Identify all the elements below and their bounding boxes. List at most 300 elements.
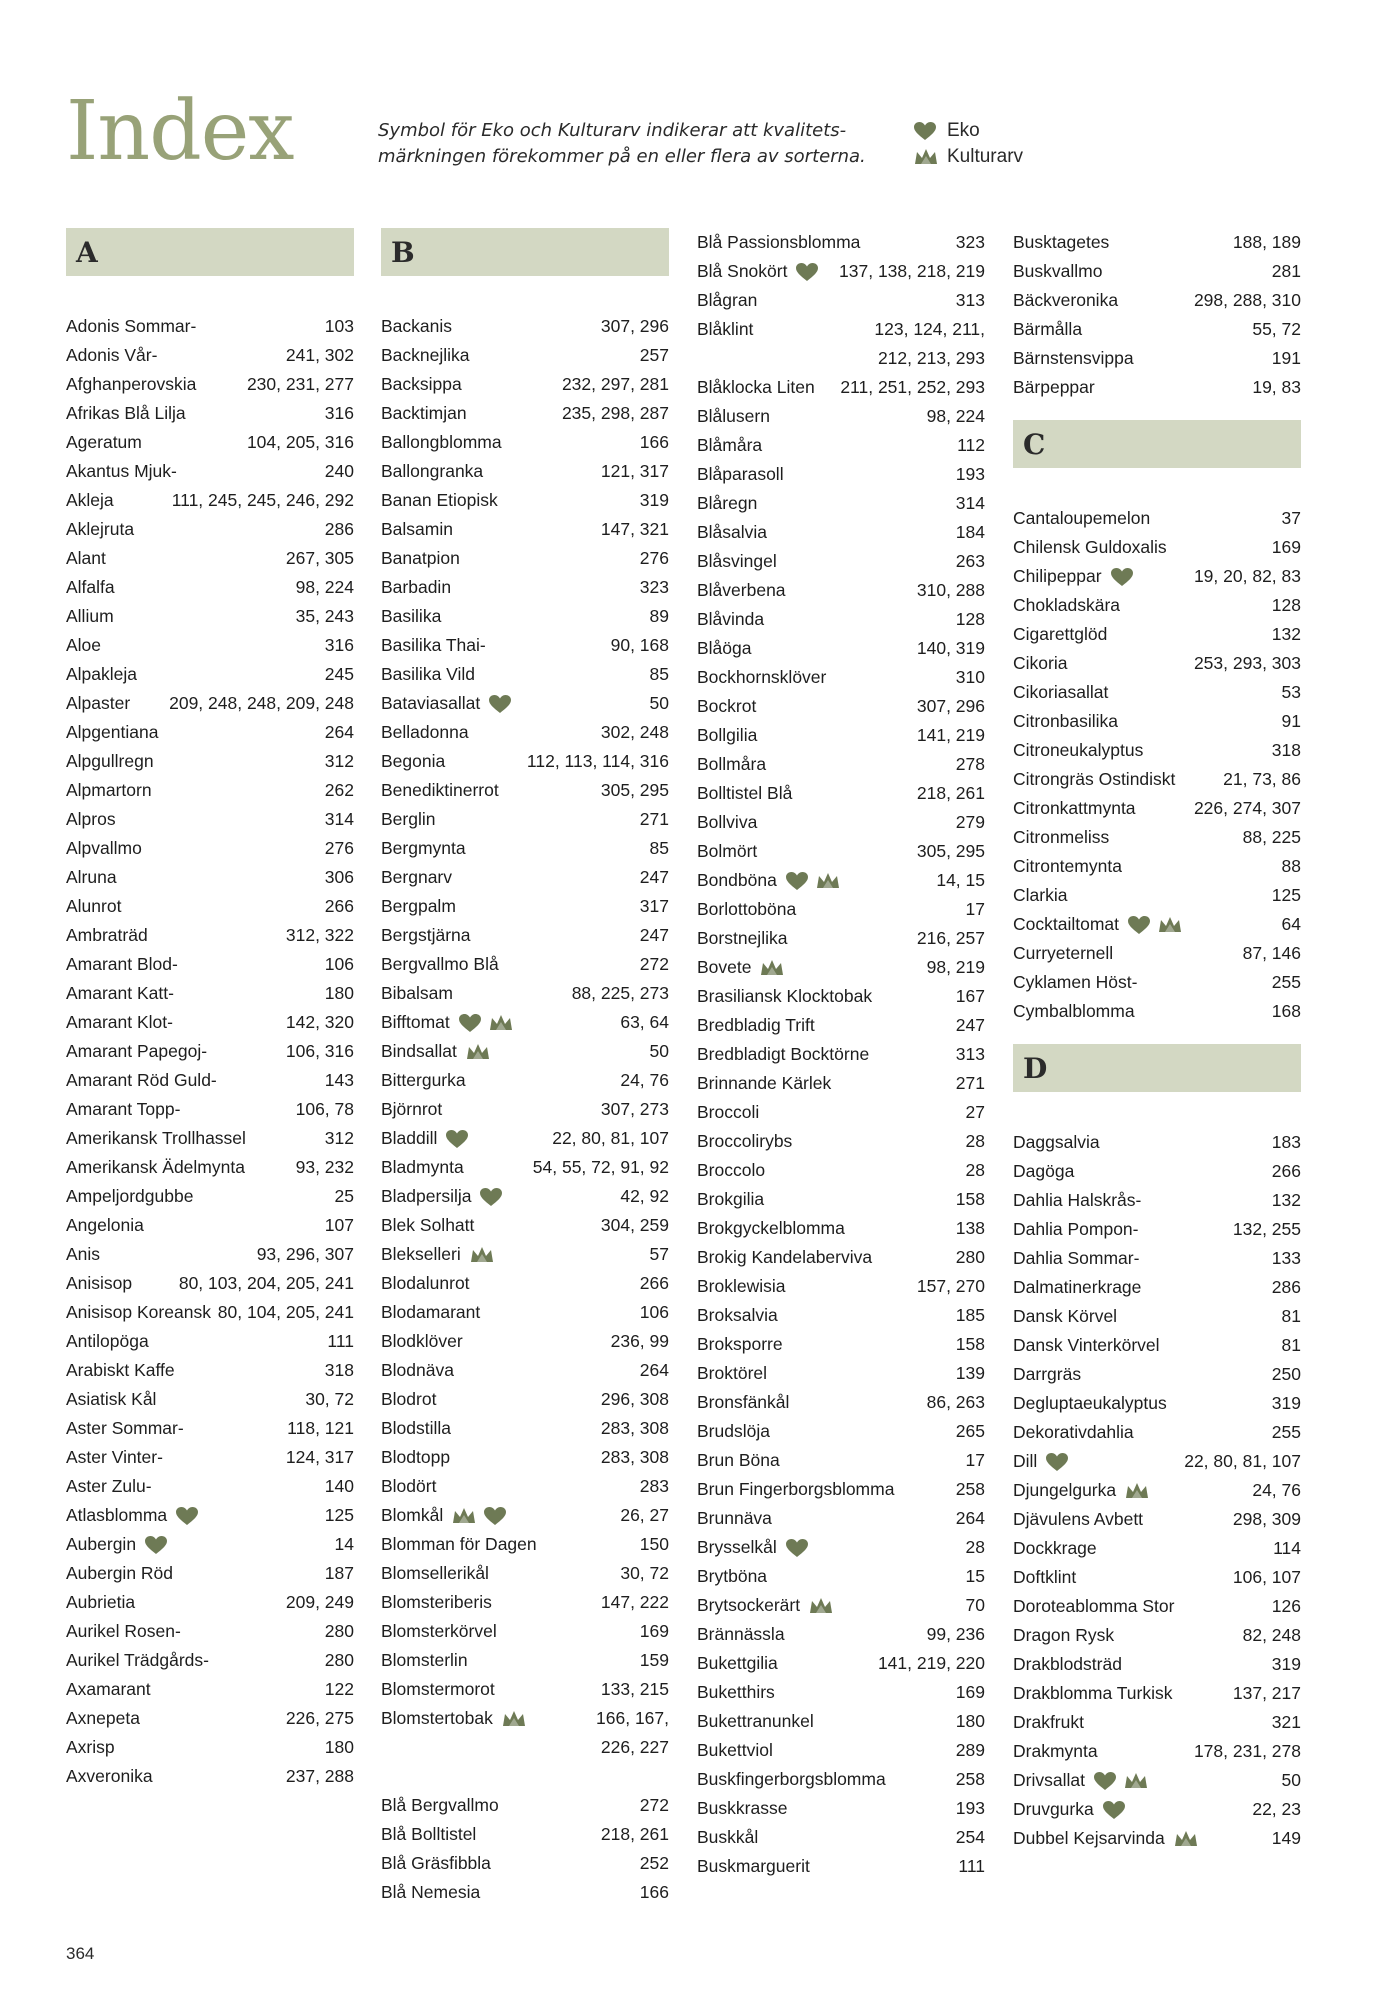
index-entry — [66, 544, 354, 573]
entry-pages: 90, 168 — [610, 635, 669, 655]
entry-icons — [808, 1596, 834, 1616]
entry-name-wrap — [381, 602, 441, 631]
entry-name-wrap — [697, 1388, 789, 1417]
entry-name-wrap — [381, 1124, 469, 1153]
crown-icon — [465, 1042, 491, 1062]
entry-name-wrap — [66, 1588, 135, 1617]
entry-name-wrap — [66, 1472, 152, 1501]
entry-name: Blodrot — [381, 1389, 437, 1409]
entry-name-wrap — [381, 1878, 480, 1907]
entry-name: Blomsterlin — [381, 1650, 468, 1670]
entry-name: Blodstilla — [381, 1418, 452, 1438]
index-entry — [66, 892, 354, 921]
index-entry — [66, 1124, 354, 1153]
entry-name: Anisisop Koreansk — [66, 1302, 211, 1322]
entry-pages: 316 — [324, 403, 354, 423]
entry-name: Bockrot — [697, 696, 757, 716]
entry-pages: 318 — [324, 1360, 354, 1380]
section-header-spacer — [381, 276, 669, 312]
index-entry — [66, 1704, 354, 1733]
index-entry — [66, 834, 354, 863]
entry-name: Drakfrukt — [1013, 1712, 1084, 1732]
entry-name-wrap — [381, 1385, 436, 1414]
index-entry — [697, 1446, 985, 1475]
entry-name: Amarant Röd Guld- — [66, 1070, 217, 1090]
entry-pages: 193 — [955, 464, 985, 484]
entry-name: Blomsterkörvel — [381, 1621, 497, 1641]
entry-name: Blå Nemesia — [381, 1882, 481, 1902]
entry-pages: 111 — [958, 1856, 985, 1876]
index-entry — [66, 1298, 354, 1327]
entry-name: Bukettranunkel — [697, 1711, 814, 1731]
entry-name-wrap — [381, 1646, 468, 1675]
section-header-spacer — [1013, 1092, 1301, 1128]
entry-pages: 263 — [955, 551, 985, 571]
entry-name-wrap — [66, 979, 174, 1008]
index-entry — [1013, 1534, 1301, 1563]
entry-name: Begonia — [381, 751, 446, 771]
entry-name-wrap — [697, 1765, 886, 1794]
entry-name-wrap — [381, 573, 451, 602]
index-entry — [697, 1011, 985, 1040]
entry-pages: 313 — [955, 290, 985, 310]
index-entry — [697, 402, 985, 431]
index-entry — [66, 1588, 354, 1617]
entry-name-wrap — [697, 692, 756, 721]
entry-pages: 63, 64 — [620, 1012, 669, 1032]
index-entry — [697, 1823, 985, 1852]
entry-pages: 35, 243 — [295, 606, 354, 626]
entry-pages: 140 — [324, 1476, 354, 1496]
entry-name: Brinnande Kärlek — [697, 1073, 832, 1093]
index-entry — [697, 1475, 985, 1504]
index-entry — [1013, 1505, 1301, 1534]
entry-name-wrap — [381, 1182, 503, 1211]
entry-name: Cigarettglöd — [1013, 624, 1108, 644]
entry-name: Drakmynta — [1013, 1741, 1098, 1761]
entry-pages: 318 — [1271, 740, 1301, 760]
entry-pages: 142, 320 — [285, 1012, 354, 1032]
entry-name: Drakblodsträd — [1013, 1654, 1122, 1674]
heart-icon — [175, 1506, 199, 1526]
entry-name-wrap — [697, 750, 766, 779]
entry-name: Djävulens Avbett — [1013, 1509, 1144, 1529]
entry-name-wrap — [381, 1356, 454, 1385]
entry-name-wrap — [381, 1559, 489, 1588]
index-entry — [697, 1852, 985, 1881]
index-entry — [697, 895, 985, 924]
entry-icons — [1110, 567, 1134, 587]
index-entry — [697, 286, 985, 315]
entry-name-wrap — [1013, 1737, 1098, 1766]
entry-icons — [785, 1538, 809, 1558]
entry-name: Angelonia — [66, 1215, 144, 1235]
entry-name-wrap — [66, 631, 101, 660]
entry-name-wrap — [697, 1533, 809, 1562]
crown-icon — [808, 1596, 834, 1616]
entry-name-wrap — [1013, 1679, 1172, 1708]
entry-pages: 159 — [639, 1650, 669, 1670]
entry-name: Bladdill — [381, 1128, 438, 1148]
entry-pages: 22, 80, 81, 107 — [552, 1128, 669, 1148]
index-entry — [381, 892, 669, 921]
entry-name: Blodört — [381, 1476, 437, 1496]
section-letter-a: A — [66, 228, 354, 276]
index-entry — [381, 660, 669, 689]
entry-name-wrap — [381, 1037, 491, 1066]
entry-name: Bibalsam — [381, 983, 453, 1003]
entry-name-wrap — [1013, 1592, 1174, 1621]
entry-name-wrap — [697, 286, 757, 315]
entry-pages: 166 — [639, 1882, 669, 1902]
index-entry — [697, 1156, 985, 1185]
index-entry — [66, 1559, 354, 1588]
entry-name: Doroteablomma Stor — [1013, 1596, 1175, 1616]
heart-icon — [785, 871, 809, 891]
entry-name: Bredbladig Trift — [697, 1015, 815, 1035]
legend — [913, 118, 1023, 170]
entry-icons — [1045, 1452, 1069, 1472]
entry-pages: 28 — [965, 1537, 985, 1557]
index-entry — [66, 1269, 354, 1298]
entry-name-wrap — [66, 1704, 140, 1733]
entry-name-wrap — [697, 605, 764, 634]
index-entry — [1013, 1476, 1301, 1505]
index-entry — [1013, 286, 1301, 315]
index-entry — [1013, 1186, 1301, 1215]
entry-name-wrap — [1013, 1418, 1134, 1447]
entry-name: Aubrietia — [66, 1592, 136, 1612]
entry-pages: 265 — [955, 1421, 985, 1441]
entry-name-wrap — [66, 1066, 217, 1095]
entry-name-wrap — [66, 1211, 144, 1240]
entry-pages: 264 — [955, 1508, 985, 1528]
entry-name: Broccolo — [697, 1160, 766, 1180]
entry-pages: 262 — [324, 780, 354, 800]
entry-name-wrap — [697, 663, 826, 692]
index-entry — [1013, 228, 1301, 257]
entry-name-wrap — [697, 1040, 869, 1069]
entry-pages: 305, 295 — [916, 841, 985, 861]
index-section — [66, 228, 354, 1791]
entry-pages: 276 — [324, 838, 354, 858]
index-entry — [697, 1562, 985, 1591]
entry-name-wrap — [66, 950, 178, 979]
entry-name-wrap — [381, 1820, 476, 1849]
entry-pages: 167 — [955, 986, 985, 1006]
entry-name-wrap — [381, 950, 499, 979]
entry-name-wrap — [1013, 373, 1095, 402]
index-entry — [381, 1443, 669, 1472]
entry-name: Bindsallat — [381, 1041, 457, 1061]
entry-pages: 283, 308 — [600, 1447, 669, 1467]
entry-icons — [501, 1709, 527, 1729]
entry-name: Alant — [66, 548, 106, 568]
index-entry — [697, 431, 985, 460]
index-entry — [66, 631, 354, 660]
entry-name: Broktörel — [697, 1363, 768, 1383]
entry-name: Blåsvingel — [697, 551, 777, 571]
entry-pages: 252 — [639, 1853, 669, 1873]
entry-pages: 19, 20, 82, 83 — [1193, 566, 1301, 586]
legend-kulturarv-label: Kulturarv — [947, 146, 1024, 167]
entry-pages: 237, 288 — [285, 1766, 354, 1786]
entry-pages: 128 — [955, 609, 985, 629]
entry-name: Berglin — [381, 809, 436, 829]
entry-name: Ballongranka — [381, 461, 484, 481]
entry-name-wrap — [697, 1214, 845, 1243]
index-entry — [697, 1301, 985, 1330]
entry-name-wrap — [381, 1472, 436, 1501]
entry-name: Blomman för Dagen — [381, 1534, 537, 1554]
entry-pages: 82, 248 — [1242, 1625, 1301, 1645]
entry-name-wrap — [697, 228, 860, 257]
entry-name: Bärmålla — [1013, 319, 1083, 339]
entry-pages: 14 — [334, 1534, 354, 1554]
index-entry — [1013, 852, 1301, 881]
index-entry — [1013, 736, 1301, 765]
entry-name: Aubergin Röd — [66, 1563, 174, 1583]
crown-icon — [501, 1709, 527, 1729]
entry-name-wrap — [381, 660, 475, 689]
entry-name: Blodtopp — [381, 1447, 451, 1467]
index-entry — [66, 399, 354, 428]
entry-pages: 302, 248 — [600, 722, 669, 742]
entry-pages: 93, 296, 307 — [256, 1244, 354, 1264]
entry-pages: 25 — [334, 1186, 354, 1206]
index-entry — [381, 1588, 669, 1617]
entry-pages: 191 — [1271, 348, 1301, 368]
index-entry — [381, 602, 669, 631]
entry-name-wrap — [1013, 1563, 1076, 1592]
entry-name: Bronsfänkål — [697, 1392, 790, 1412]
entry-name-wrap — [697, 1591, 834, 1620]
section-spacer — [1013, 1026, 1301, 1044]
entry-icons — [1093, 1771, 1149, 1791]
entry-name-wrap — [381, 399, 467, 428]
entry-pages: 250 — [1271, 1364, 1301, 1384]
entry-pages: 98, 224 — [295, 577, 354, 597]
index-entry — [66, 718, 354, 747]
entry-name: Aklejruta — [66, 519, 135, 539]
entry-name: Balsamin — [381, 519, 453, 539]
entry-icons — [479, 1187, 503, 1207]
entry-name-wrap — [1013, 1215, 1138, 1244]
entry-pages: 132, 255 — [1232, 1219, 1301, 1239]
entry-name: Dansk Vinterkörvel — [1013, 1335, 1160, 1355]
index-entry — [697, 692, 985, 721]
entry-name-wrap — [697, 1185, 764, 1214]
entry-name-wrap — [66, 1443, 163, 1472]
entry-name-wrap — [66, 399, 186, 428]
entry-name: Broccoli — [697, 1102, 760, 1122]
index-entry — [697, 1185, 985, 1214]
entry-pages: 150 — [639, 1534, 669, 1554]
entry-name-wrap — [1013, 286, 1118, 315]
index-entry — [697, 547, 985, 576]
entry-name-wrap — [66, 1385, 156, 1414]
entry-name: Benediktinerrot — [381, 780, 499, 800]
entry-name: Brunnäva — [697, 1508, 772, 1528]
index-entry — [1013, 1389, 1301, 1418]
entry-name: Bondböna — [697, 870, 777, 890]
entry-name-wrap — [381, 1443, 450, 1472]
entry-pages: 22, 23 — [1252, 1799, 1301, 1819]
entry-pages: 106 — [324, 954, 354, 974]
entry-pages: 22, 80, 81, 107 — [1184, 1451, 1301, 1471]
index-entry — [697, 605, 985, 634]
entry-pages: 184 — [955, 522, 985, 542]
entry-pages: 280 — [955, 1247, 985, 1267]
entry-name: Blåregn — [697, 493, 758, 513]
entry-pages: 193 — [955, 1798, 985, 1818]
entry-name-wrap — [381, 1501, 507, 1530]
entry-name-wrap — [381, 486, 498, 515]
index-entry — [1013, 707, 1301, 736]
entry-name: Anis — [66, 1244, 101, 1264]
entry-name: Aloe — [66, 635, 102, 655]
entry-pages: 15 — [965, 1566, 985, 1586]
index-entry — [1013, 1360, 1301, 1389]
entry-name-wrap — [697, 402, 770, 431]
entry-pages: 307, 273 — [600, 1099, 669, 1119]
entry-name: Bataviasallat — [381, 693, 481, 713]
index-entry — [381, 863, 669, 892]
index-entry — [1013, 1824, 1301, 1853]
index-entry — [66, 1095, 354, 1124]
entry-name-wrap — [1013, 852, 1122, 881]
entry-pages: 271 — [639, 809, 669, 829]
entry-pages: 310, 288 — [916, 580, 985, 600]
entry-name: Backtimjan — [381, 403, 467, 423]
entry-name: Basilika — [381, 606, 442, 626]
index-entry — [381, 544, 669, 573]
entry-pages: 278 — [955, 754, 985, 774]
entry-name-wrap — [1013, 1824, 1199, 1853]
entry-name: Banatpion — [381, 548, 460, 568]
index-entry — [381, 1327, 669, 1356]
index-entry — [697, 1127, 985, 1156]
entry-pages: 180 — [324, 983, 354, 1003]
entry-name-wrap — [66, 1298, 211, 1327]
entry-pages: 141, 219 — [916, 725, 985, 745]
entry-pages: 305, 295 — [600, 780, 669, 800]
index-entry — [381, 1791, 669, 1820]
entry-name: Blåmåra — [697, 435, 763, 455]
entry-name: Dalmatinerkrage — [1013, 1277, 1142, 1297]
entry-pages: 17 — [965, 899, 985, 919]
entry-pages: 53 — [1281, 682, 1301, 702]
entry-pages: 312 — [324, 1128, 354, 1148]
entry-name-wrap — [697, 779, 792, 808]
entry-pages: 257 — [639, 345, 669, 365]
entry-name: Blågran — [697, 290, 758, 310]
entry-icons — [144, 1535, 168, 1555]
index-entry — [1013, 678, 1301, 707]
entry-name-wrap — [1013, 910, 1183, 939]
section-letter-b: B — [381, 228, 669, 276]
entry-pages: 27 — [965, 1102, 985, 1122]
entry-pages: 106, 107 — [1232, 1567, 1301, 1587]
entry-icons — [175, 1506, 199, 1526]
entry-name: Bladpersilja — [381, 1186, 472, 1206]
entry-pages: 310 — [955, 667, 985, 687]
entry-name: Bredbladigt Bocktörne — [697, 1044, 870, 1064]
entry-pages: 166 — [639, 432, 669, 452]
entry-name: Brun Fingerborgsblomma — [697, 1479, 895, 1499]
index-entry — [1013, 373, 1301, 402]
entry-pages: 180 — [955, 1711, 985, 1731]
entry-pages: 281 — [1271, 261, 1301, 281]
index-entry — [1013, 1215, 1301, 1244]
entry-name-wrap — [66, 1414, 184, 1443]
legend-eko-label: Eko — [947, 120, 980, 141]
entry-pages: 307, 296 — [916, 696, 985, 716]
entry-pages: 85 — [649, 838, 669, 858]
entry-name: Curryeternell — [1013, 943, 1114, 963]
index-entry — [381, 1153, 669, 1182]
entry-pages: 314 — [324, 809, 354, 829]
entry-pages: 28 — [965, 1131, 985, 1151]
entry-icons — [785, 871, 841, 891]
index-entry — [381, 776, 669, 805]
entry-name: Amarant Katt- — [66, 983, 174, 1003]
index-entry — [1013, 1795, 1301, 1824]
entry-pages: 183 — [1271, 1132, 1301, 1152]
entry-name: Citronmeliss — [1013, 827, 1110, 847]
entry-pages: 88, 225 — [1242, 827, 1301, 847]
crown-icon — [488, 1013, 514, 1033]
index-entry — [381, 1124, 669, 1153]
entry-name: Brudslöja — [697, 1421, 770, 1441]
entry-pages: 323 — [639, 577, 669, 597]
index-entry — [66, 1240, 354, 1269]
entry-pages: 70 — [965, 1595, 985, 1615]
entry-name: Bolmört — [697, 841, 758, 861]
index-entry — [381, 834, 669, 863]
entry-pages: 132 — [1271, 1190, 1301, 1210]
entry-pages: 99, 236 — [926, 1624, 985, 1644]
index-entry — [381, 1530, 669, 1559]
entry-pages: 226, 274, 307 — [1193, 798, 1301, 818]
index-entry — [66, 1182, 354, 1211]
entry-name-wrap — [381, 1327, 463, 1356]
entry-pages: 307, 296 — [600, 316, 669, 336]
index-entry — [1013, 939, 1301, 968]
entry-name-wrap — [66, 1240, 100, 1269]
crown-icon — [469, 1245, 495, 1265]
entry-name: Axamarant — [66, 1679, 151, 1699]
index-entry — [697, 837, 985, 866]
index-entry — [381, 1675, 669, 1704]
entry-pages: 312, 322 — [285, 925, 354, 945]
index-entry — [697, 1707, 985, 1736]
entry-name: Aster Sommar- — [66, 1418, 184, 1438]
entry-pages: 235, 298, 287 — [561, 403, 669, 423]
index-entry — [381, 1269, 669, 1298]
entry-name-wrap — [381, 1269, 470, 1298]
entry-name: Alpvallmo — [66, 838, 142, 858]
index-entry — [66, 1153, 354, 1182]
index-entry — [1013, 562, 1301, 591]
entry-name-wrap — [66, 1327, 149, 1356]
index-entry — [1013, 997, 1301, 1026]
index-entry — [381, 805, 669, 834]
entry-name: Bergvallmo Blå — [381, 954, 499, 974]
index-section — [1013, 1026, 1301, 1853]
entry-name-wrap — [1013, 1389, 1167, 1418]
entry-pages: 157, 270 — [916, 1276, 985, 1296]
